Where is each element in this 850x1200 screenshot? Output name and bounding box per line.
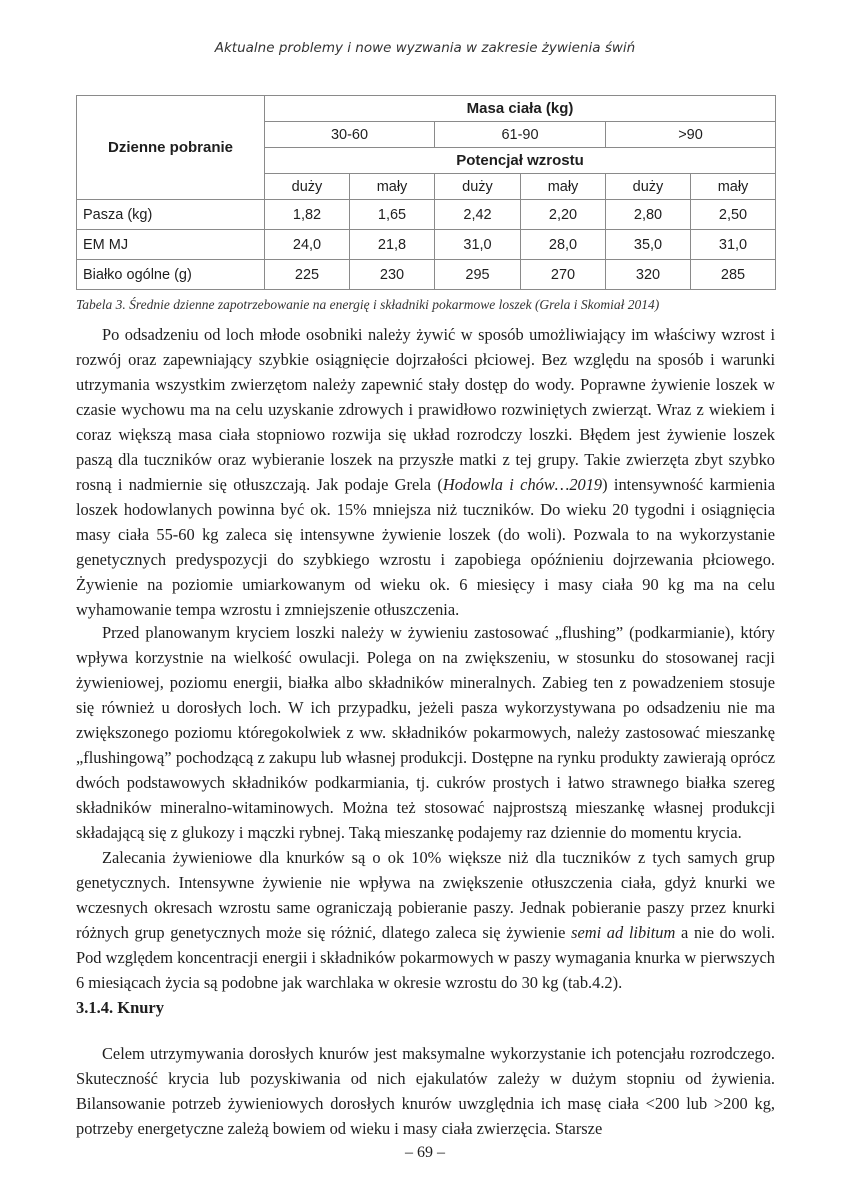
table-cell: 21,8	[350, 230, 435, 260]
text-run: Zalecania żywieniowe dla knurków są o ok 10% większe niż dla tuczników z tych samych grup genetycznych. Intensywne żywienie nie wpływa na zwiększenie otłuszczenia ciała, gdyż knurki we wczesnych okresach wzrostu same ograniczają pobieranie paszy. Jednak pobieranie paszy przez knurki różnych grup genetycznych może się różnić, dlatego zaleca się żywienie	[76, 848, 775, 942]
body-text-block-1	[76, 322, 775, 622]
table-cell: 295	[435, 260, 521, 290]
potential-cell: duży	[606, 174, 691, 200]
italic-term: semi ad libitum	[571, 923, 676, 942]
table-cell: 1,65	[350, 200, 435, 230]
mass-header: Masa ciała (kg)	[265, 96, 776, 122]
row-label: Pasza (kg)	[77, 200, 265, 230]
table-cell: 285	[691, 260, 776, 290]
paragraph: Celem utrzymywania dorosłych knurów jest maksymalne wykorzystanie ich potencjału rozrodczego. Skuteczność krycia lub pozyskiwania od nich ejakulatów zależy w dużym stopniu od żywienia. Bilansowanie potrzeb żywieniowych dorosłych knurów uwzględnia ich masę ciała <200 lub >200 kg, potrzeby energetyczne zależą bowiem od wieku i masy ciała zwierzęcia. Starsze	[76, 1044, 775, 1138]
running-header: Aktualne problemy i nowe wyzwania w zakresie żywienia świń	[214, 40, 636, 56]
potential-cell: mały	[350, 174, 435, 200]
row-label: Białko ogólne (g)	[77, 260, 265, 290]
range-header: >90	[606, 122, 776, 148]
table-corner-label: Dzienne pobranie	[77, 96, 265, 200]
text-run: ) intensywność karmienia loszek hodowlanych powinna być ok. 15% mniejsza niż tuczników. Do wieku 20 tygodni i osiągnięcia masy ciała 55-60 kg zaleca się intensywne żywienie loszek (do woli). Pozwala to na wykorzystanie genetycznych predyspozycji do szybkiego wzrostu i zapobiega opóźnieniu dojrzewania płciowego. Żywienie na poziomie umiarkowanym od wieku ok. 6 miesięcy i masy ciała 90 kg ma na celu wyhamowanie tempa wzrostu i zmniejszenie otłuszczenia.	[76, 475, 776, 619]
page-number: – 69 –	[405, 1144, 445, 1161]
row-label: EM MJ	[77, 230, 265, 260]
potential-cell: duży	[265, 174, 350, 200]
table-cell: 24,0	[265, 230, 350, 260]
table-cell: 35,0	[606, 230, 691, 260]
table-caption: Tabela 3. Średnie dzienne zapotrzebowanie na energię i składniki pokarmowe loszek (Grela i Skomiał 2014)	[76, 297, 660, 312]
table-cell: 1,82	[265, 200, 350, 230]
potential-cell: mały	[691, 174, 776, 200]
table-cell: 230	[350, 260, 435, 290]
text-run: a nie do woli. Pod względem koncentracji energii i składników pokarmowych w paszy wymagania knurka w pierwszych 6 miesiącach życia są podobne jak warchlaka w okresie wzrostu do 30 kg (tab.4.2).	[76, 923, 775, 992]
table-cell: 2,80	[606, 200, 691, 230]
potential-cell: mały	[521, 174, 606, 200]
potential-cell: duży	[435, 174, 521, 200]
table-cell: 31,0	[691, 230, 776, 260]
table-row	[77, 200, 776, 230]
table-cell: 2,20	[521, 200, 606, 230]
range-header: 30-60	[265, 122, 435, 148]
table-row	[77, 260, 776, 290]
table-cell: 225	[265, 260, 350, 290]
table-cell: 270	[521, 260, 606, 290]
paragraph	[76, 845, 775, 995]
table-cell: 28,0	[521, 230, 606, 260]
italic-citation: Hodowla i chów…2019	[442, 475, 603, 494]
table-cell: 320	[606, 260, 691, 290]
body-text-block-2	[76, 620, 775, 995]
text-run: Po odsadzeniu od loch młode osobniki należy żywić w sposób umożliwiający im właściwy wzrost i rozwój oraz zapewniający szybkie osiągnięcie dojrzałości płciowej. Bez względu na sposób i warunki utrzymania wszystkim zwierzętom należy zapewnić stały dostęp do wody. Poprawne żywienie loszek w czasie wychowu ma na celu uzyskanie zdrowych i prawidłowo rozwiniętych zwierząt. Wraz z wiekiem i coraz większą masa ciała stopniowo rozwija się układ rozrodczy loszki. Błędem jest żywienie loszek paszą dla tuczników oraz wybieranie loszek na przyszłe matki z tej grupy. Takie zwierzęta zbyt szybko rosną i nadmiernie się otłuszczają. Jak podaje Grela (	[76, 325, 775, 494]
nutrition-table	[76, 95, 776, 290]
section-heading: 3.1.4. Knury	[76, 998, 165, 1017]
table-cell: 31,0	[435, 230, 521, 260]
table-cell: 2,50	[691, 200, 776, 230]
range-header: 61-90	[435, 122, 606, 148]
body-text-block-3	[76, 1041, 775, 1141]
paragraph: Przed planowanym kryciem loszki należy w żywieniu zastosować „flushing” (podkarmianie), który wpływa korzystnie na wielkość owulacji. Polega on na zwiększeniu, w stosunku do stosowanej racji żywieniowej, poziomu energii, białka albo składników mineralnych. Zabieg ten z powadzeniem stosuje się również u dorosłych loch. W ich przypadku, jeżeli pasza wykorzystywana po odsadzeniu nie ma zwiększonego poziomu któregokolwiek z ww. składników pokarmowych, należy zastosować mieszankę „flushingową” pochodzącą z zakupu lub własnej produkcji. Dostępne na rynku produkty zawierają oprócz dwóch podstawowych składników podkarmiania, tj. cukrów prostych i łatwo strawnego białka szereg składników mineralno-witaminowych. Można też stosować najprostszą mieszankę własnej produkcji składającą się z glukozy i mączki rybnej. Taką mieszankę podajemy raz dziennie do momentu krycia.	[76, 623, 775, 842]
potential-header: Potencjał wzrostu	[265, 148, 776, 174]
table-row	[77, 230, 776, 260]
paragraph	[76, 322, 775, 622]
table-cell: 2,42	[435, 200, 521, 230]
